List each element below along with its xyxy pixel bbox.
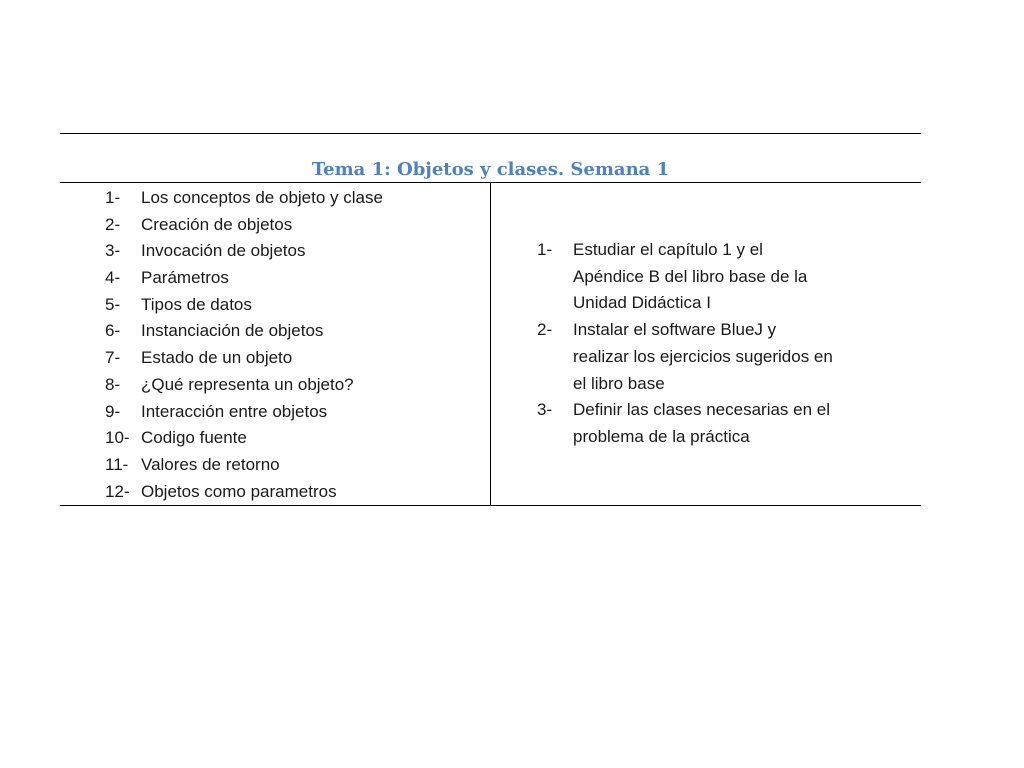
tasks-list [537, 237, 867, 451]
topic-text: Parámetros [141, 268, 229, 288]
topic-number: 3- [105, 241, 121, 261]
task-number: 2- [537, 320, 553, 340]
table-title: Tema 1: Objetos y clases. Semana 1 [60, 134, 921, 183]
topic-number: 10- [105, 428, 130, 448]
task-text [573, 237, 867, 317]
topic-item [105, 318, 490, 345]
topic-item [105, 238, 490, 265]
topics-list [60, 185, 490, 505]
topic-number: 8- [105, 374, 121, 394]
topics-cell [60, 183, 491, 506]
topic-text: Objetos como parametros [141, 481, 337, 501]
topic-item [105, 185, 490, 212]
task-line: Apéndice B del libro base de la [573, 266, 808, 286]
topic-text: Valores de retorno [141, 454, 280, 474]
topic-number: 1- [105, 188, 121, 207]
topic-item [105, 292, 490, 319]
topic-text: ¿Qué representa un objeto? [141, 374, 354, 394]
topic-number: 4- [105, 268, 121, 288]
topic-text: Instanciación de objetos [141, 321, 324, 341]
topic-table [60, 133, 921, 506]
topic-number: 6- [105, 321, 121, 341]
topic-item [105, 452, 490, 479]
topic-number: 9- [105, 401, 121, 421]
tasks-cell [491, 183, 922, 506]
task-line: Definir las clases necesarias en el [573, 400, 831, 420]
topic-text: Tipos de datos [141, 294, 252, 314]
topic-item [105, 265, 490, 292]
task-line: problema de la práctica [573, 426, 750, 446]
topic-item [105, 425, 490, 452]
topic-number: 7- [105, 348, 121, 368]
topic-text: Interacción entre objetos [141, 401, 328, 421]
topic-text: Los conceptos de objeto y clase [141, 188, 383, 207]
task-text [573, 317, 867, 397]
task-line: Instalar el software BlueJ y [573, 320, 777, 340]
topic-item [105, 479, 490, 506]
task-item [537, 237, 867, 317]
topic-number: 5- [105, 294, 121, 314]
task-line: el libro base [573, 373, 665, 393]
task-number: 3- [537, 400, 553, 420]
topic-number: 11- [105, 454, 129, 474]
topic-text: Creación de objetos [141, 214, 293, 234]
topic-text: Invocación de objetos [141, 241, 306, 261]
topic-text: Estado de un objeto [141, 348, 293, 368]
topic-number: 2- [105, 214, 121, 234]
topic-text: Codigo fuente [141, 428, 247, 448]
task-item [537, 317, 867, 397]
task-line: Unidad Didáctica I [573, 293, 711, 313]
topic-item [105, 212, 490, 239]
task-item [537, 397, 867, 450]
topic-number: 12- [105, 481, 130, 501]
task-text [573, 397, 867, 450]
task-line: Estudiar el capítulo 1 y el [573, 240, 763, 259]
task-number: 1- [537, 240, 553, 259]
task-line: realizar los ejercicios sugeridos en [573, 346, 833, 366]
topic-item [105, 345, 490, 372]
topic-item [105, 372, 490, 399]
topic-item [105, 399, 490, 426]
